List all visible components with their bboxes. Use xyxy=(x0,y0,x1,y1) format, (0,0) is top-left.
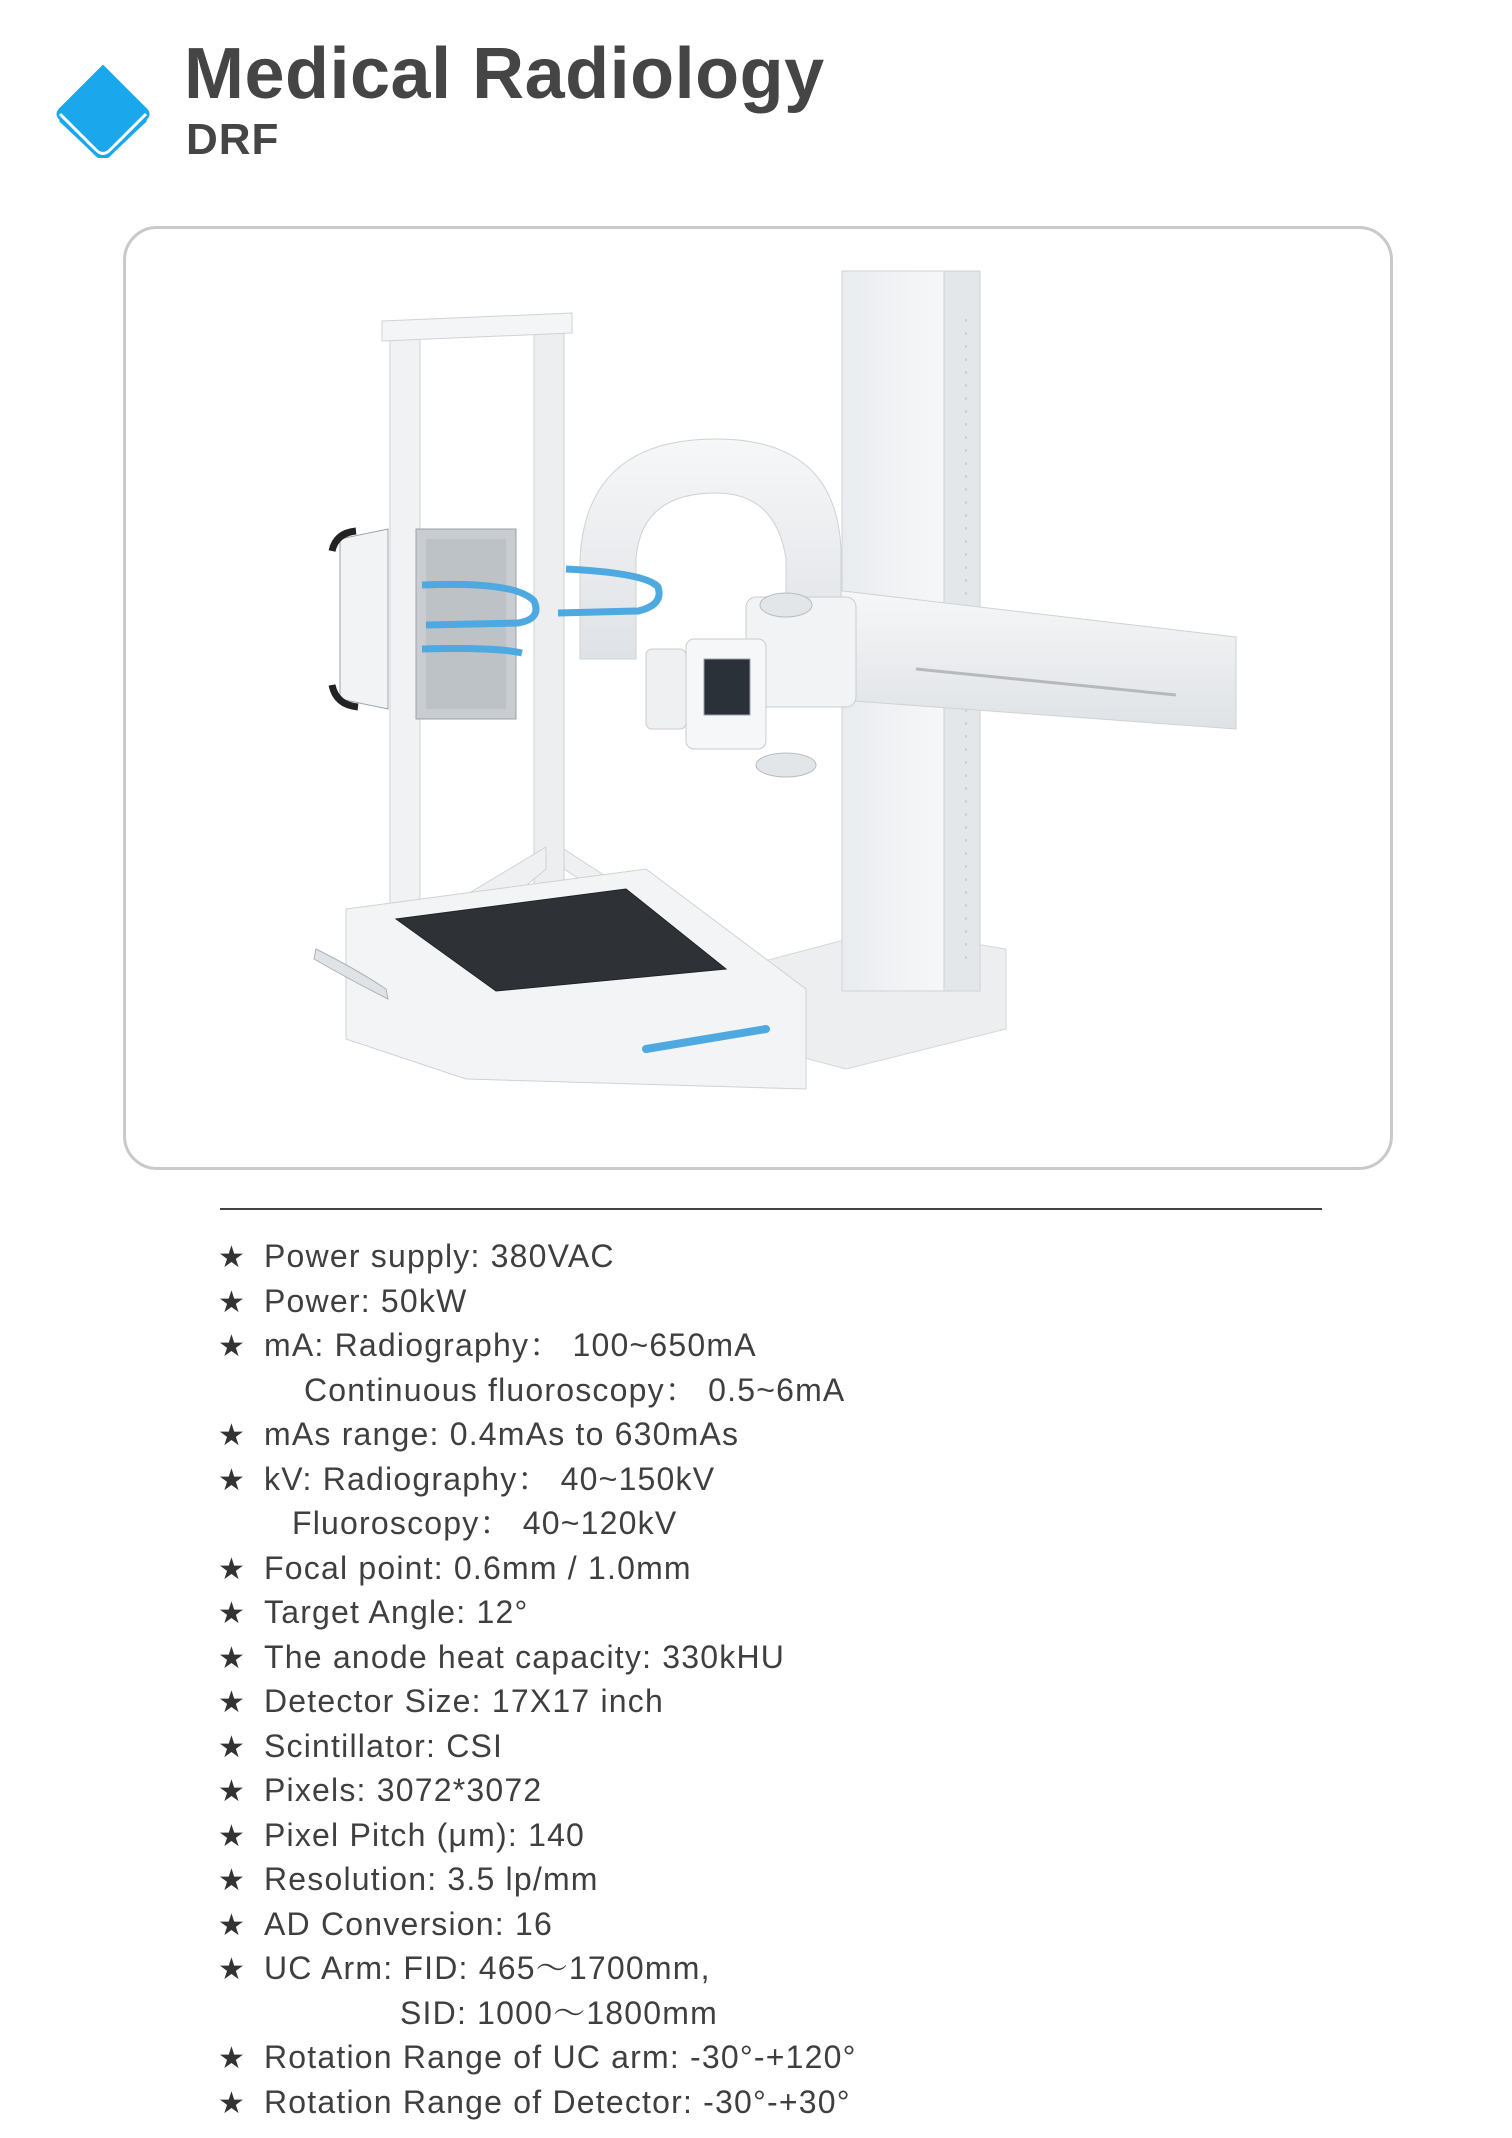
spec-text: Pixel Pitch (μm): 140 xyxy=(264,1816,586,1853)
spec-text: kV: Radiography： 40~150kV xyxy=(264,1460,716,1497)
star-bullet-icon: ★ xyxy=(218,1907,247,1943)
spec-text: Fluoroscopy： 40~120kV xyxy=(292,1505,678,1541)
page-title: Medical Radiology xyxy=(184,34,825,114)
spec-item xyxy=(218,1902,1368,1947)
spec-item xyxy=(218,1768,1368,1813)
spec-text: The anode heat capacity: 330kHU xyxy=(264,1638,786,1675)
spec-text: Scintillator: CSI xyxy=(264,1727,504,1764)
star-bullet-icon: ★ xyxy=(218,1640,247,1676)
star-bullet-icon: ★ xyxy=(218,1418,247,1453)
spec-item xyxy=(218,1991,1368,2036)
star-bullet-icon: ★ xyxy=(218,1952,247,1987)
spec-text: Focal point: 0.6mm / 1.0mm xyxy=(264,1549,692,1586)
spec-text: UC Arm: FID: 465～1700mm, xyxy=(264,1950,711,1986)
spec-item xyxy=(218,1368,1368,1413)
star-bullet-icon: ★ xyxy=(218,1863,247,1898)
drf-machine-illustration xyxy=(126,229,1390,1167)
spec-text: mA: Radiography： 100~650mA xyxy=(264,1327,757,1363)
star-bullet-icon: ★ xyxy=(218,2041,247,2076)
star-bullet-icon: ★ xyxy=(218,1284,247,1320)
star-bullet-icon: ★ xyxy=(218,1596,247,1631)
spec-item xyxy=(218,1323,1368,1368)
spec-text: Rotation Range of Detector: -30°-+30° xyxy=(264,2083,851,2120)
spec-text: Target Angle: 12° xyxy=(264,1594,529,1630)
spec-item xyxy=(218,1279,1368,1324)
spec-text: AD Conversion: 16 xyxy=(264,1905,553,1942)
spec-item xyxy=(218,1457,1368,1502)
spec-item xyxy=(218,2035,1368,2080)
spec-text: Continuous fluoroscopy： 0.5~6mA xyxy=(304,1371,846,1408)
star-bullet-icon: ★ xyxy=(218,1462,247,1498)
spec-item xyxy=(218,1724,1368,1769)
product-image-frame xyxy=(123,226,1393,1170)
star-bullet-icon: ★ xyxy=(218,2085,247,2121)
spec-item xyxy=(218,1234,1368,1279)
star-bullet-icon: ★ xyxy=(218,1774,247,1809)
star-bullet-icon: ★ xyxy=(218,1551,247,1587)
spec-item xyxy=(218,1501,1368,1546)
star-bullet-icon: ★ xyxy=(218,1818,247,1854)
star-bullet-icon: ★ xyxy=(218,1685,247,1720)
spec-item xyxy=(218,1946,1368,1991)
spec-item xyxy=(218,2080,1368,2125)
spec-item xyxy=(218,1813,1368,1858)
spec-item xyxy=(218,1546,1368,1591)
spec-item xyxy=(218,1412,1368,1457)
blue-diamond-icon xyxy=(54,54,152,158)
spec-text: Power supply: 380VAC xyxy=(264,1238,615,1274)
spec-item xyxy=(218,1635,1368,1680)
spec-text: Pixels: 3072*3072 xyxy=(264,1772,543,1808)
star-bullet-icon: ★ xyxy=(218,1729,247,1765)
spec-list xyxy=(218,1234,1368,2124)
spec-item xyxy=(218,1590,1368,1635)
spec-text: mAs range: 0.4mAs to 630mAs xyxy=(264,1416,740,1452)
spec-text: Rotation Range of UC arm: -30°-+120° xyxy=(264,2039,857,2075)
spec-text: Detector Size: 17X17 inch xyxy=(264,1683,664,1719)
spec-text: Power: 50kW xyxy=(264,1282,468,1319)
page-subtitle: DRF xyxy=(186,115,280,164)
spec-item xyxy=(218,1679,1368,1724)
star-bullet-icon: ★ xyxy=(218,1240,247,1275)
spec-text: Resolution: 3.5 lp/mm xyxy=(264,1861,599,1897)
spec-text: SID: 1000～1800mm xyxy=(400,1994,719,2031)
spec-item xyxy=(218,1857,1368,1902)
star-bullet-icon: ★ xyxy=(218,1329,247,1364)
divider-line xyxy=(220,1208,1322,1210)
